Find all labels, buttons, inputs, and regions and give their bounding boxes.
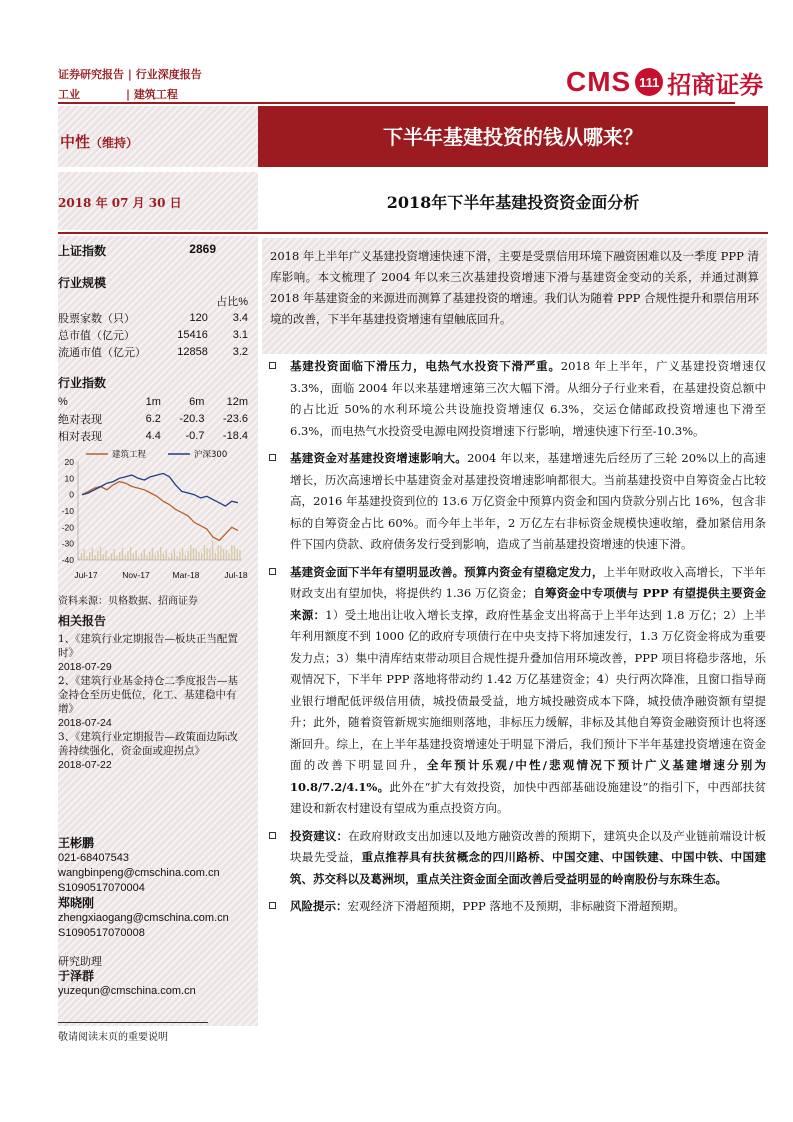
y-tick-label: 10 [64,473,74,484]
legend-label: 沪深300 [194,450,228,460]
volume-bar [206,548,207,560]
sector: 工业 | 建筑工程 [58,88,178,101]
x-tick-label: Mar-18 [172,570,200,580]
y-tick-label: 0 [69,489,74,500]
volume-bar [160,547,161,560]
volume-bar [196,549,197,560]
chart-source: 资料来源：贝格数据、招商证券 [58,596,198,607]
volume-bar [174,549,175,560]
volume-bar [83,549,84,560]
volume-bar [94,555,95,560]
volume-bar [122,548,123,560]
industry-scale-heading: 行业规模 [58,276,107,290]
volume-bar [114,549,115,560]
volume-bar [81,553,82,560]
volume-bar [220,546,221,560]
volume-bar [155,555,156,560]
rating: 中性（维持） [60,133,139,151]
volume-bar [204,545,205,560]
volume-bar [157,551,158,560]
analyst-1: 王彬鹏 021-68407543 wangbinpeng@cmschina.com.cn S1090517070004 [58,836,253,896]
report-type: 证券研究报告 | 行业深度报告 [58,68,202,81]
volume-bar [237,549,238,560]
industry-index-heading: 行业指数 [58,376,107,390]
title-divider [58,232,768,234]
volume-bar [190,545,191,560]
checkbox-icon [269,832,276,839]
volume-bar [198,552,199,560]
report-date: 2018 年 07 月 30 日 [58,196,182,210]
analyst-email[interactable]: zhengxiaogang@cmschina.com.cn [58,912,229,924]
key-points [266,356,766,918]
checkbox-icon [269,902,276,909]
volume-bar [171,553,172,560]
volume-bar [223,549,224,560]
volume-bar [212,541,213,560]
volume-bar [187,551,188,560]
bullet-item: 基建资金面下半年有望明显改善。预算内资金有望稳定发力，上半年财政收入高增长，下半年财政支出有望加快，将提供约 1.36 万亿资金；自筹资金中专项债与 PPP 有望提供主要资金来源：1）受土地出让收入增长支撑，政府性基金支出将高于上半年达到 1.8 万亿；2）上半年利用额度不到 1000 亿的政府专项债行在中央支持下将加速发行，1.3 万亿资金将成为重要发力点；3）集中清库结束带动项目合规性提升叠加信用环境改善，PPP 项目将稳步落地，乐观情况下，下半年 PPP 落地将带动约 1.42 万亿基建资金；4）央行两次降准，且窗口指导商业银行增配低评级信用债，城投债最受益，地方城投融资成本下降，城投债净融资额有望提升；此外，随着资管新规实施细则落地，非标压力缓解，非标及其他自筹资金融资预计也将逐渐回升。综上，在上半年基建投资增速处于明显下滑后，我们预计下半年基建投资增速在资金面的改善下明显回升，全年预计乐观/中性/悲观情况下预计广义基建增速分别为 10.8/7.2/4.1%。此外在“扩大有效投资，加快中西部基础设施建设”的指引下，中西部扶贫建设和新农村建设有望成为重点投资方向。 [266,562,766,820]
header-divider [58,102,735,104]
y-tick-label: -20 [61,522,74,533]
volume-bar [146,556,147,560]
volume-bar [103,554,104,560]
volume-bar [92,548,93,560]
volume-bar [149,552,150,560]
volume-bar [133,554,134,560]
bullet-item: 风险提示：宏观经济下滑超预期，PPP 落地不及预期，非标融资下滑超预期。 [266,896,766,918]
table-row: 绝对表现 6.2 -20.3 -23.6 [58,412,248,426]
list-item[interactable]: 2、《建筑行业基金持仓二季度报告—基金持仓至历史低位，化工、基建稳中有增》 2018-07-24 [58,675,238,729]
page-subtitle: 2018年下半年基建投资资金面分析 [386,193,640,212]
analyst-2: 郑晓刚 zhengxiaogang@cmschina.com.cn S1090517070008 [58,896,253,941]
table-row: 总市值（亿元） 15416 3.1 [58,328,248,342]
page-title: 下半年基建投资的钱从哪来？ [383,125,643,149]
volume-bar [124,555,125,560]
volume-bar [116,556,117,560]
checkbox-icon [269,362,276,369]
y-tick-label: -40 [61,555,74,565]
assistant-email[interactable]: yuzequn@cmschina.com.cn [58,985,196,997]
volume-bar [141,553,142,560]
volume-bar [105,550,106,560]
checkbox-icon [269,568,276,575]
volume-bar [108,557,109,560]
table-row: 流通市值（亿元） 12858 3.2 [58,345,248,359]
volume-bar [163,554,164,560]
volume-bar [231,545,232,560]
volume-bar [100,547,101,560]
volume-bar [209,549,210,560]
volume-bar [185,555,186,560]
x-tick-label: Jul-18 [224,570,248,580]
volume-bar [176,556,177,560]
checkbox-icon [269,454,276,461]
list-item[interactable]: 3、《建筑行业定期报告—政策面边际改善持续强化，资金面或迎拐点》 2018-07-22 [58,731,238,771]
series-line-construction [82,482,238,541]
bullet-item: 基建投资面临下滑压力，电热气水投资下滑严重。2018 年上半年，广义基建投资增速仅 3.3%，面临 2004 年以来基建增速第三次大幅下滑。从细分子行业来看，在基建投资总额中的占比近 50%的水利环境公共设施投资增速仅 6.3%，交运仓储邮政投资增速也下滑至 6.3%，而电热气水投资受电源电网投资增速下行影响，增速快速下行至-10.3%。 [266,356,766,442]
footer-divider [58,1022,208,1023]
table-row: 相对表现 4.4 -0.7 -18.4 [58,429,248,443]
volume-bar [144,549,145,560]
y-tick-label: -30 [61,538,74,549]
logo-badge-icon: 111 [635,68,663,96]
volume-bar [239,550,240,560]
volume-bar [127,551,128,560]
market-index: 上证指数 2869 [58,242,216,258]
industry-scale-table: 占比% 股票家数（只） 120 3.4 总市值（亿元） 15416 3.1 流通市值（亿元） 12858 3.2 [58,295,248,359]
x-tick-label: Nov-17 [122,570,150,580]
legend-label: 建筑工程 [112,450,147,460]
volume-bar [201,553,202,560]
performance-chart [56,446,252,584]
volume-bar [86,556,87,560]
summary-box: 2018 年上半年广义基建投资增速快速下滑，主要是受票信用环境下融资困难以及一季度 PPP 清库影响。本文梳理了 2004 年以来三次基建投资增速下滑与基建资金变动的关系，并通过测算 2018 年基建资金的来源进而测算了基建投资的增速。我们认为随着 PPP 合规性提升和票信用环境的改善，下半年基建投资增速有望触底回升。 [262,238,767,354]
volume-bar [111,553,112,560]
volume-bar [234,546,235,560]
volume-bar [152,548,153,560]
series-line-csi300 [82,473,238,506]
volume-bar [119,552,120,560]
volume-bar [215,553,216,560]
industry-index-table: % 1m 6m 12m 绝对表现 6.2 -20.3 -23.6 相对表现 4.4 -0.7 -18.4 [58,395,248,443]
cms-logo: CMS 111 招商证券 [566,66,764,99]
related-heading: 相关报告 [58,614,107,628]
list-item[interactable]: 1、《建筑行业定期报告—板块正当配置时》 2018-07-29 [58,633,238,673]
volume-bar [179,552,180,560]
volume-bar [193,548,194,560]
volume-bar [135,550,136,560]
volume-bar [165,550,166,560]
x-tick-label: Jul-17 [74,570,98,580]
y-tick-label: -10 [61,506,74,516]
volume-bar [168,557,169,560]
bullet-item: 投资建议：在政府财政支出加速以及地方融资改善的预期下，建筑央企以及产业链前端设计板块最先受益，重点推荐具有扶贫概念的四川路桥、中国交建、中国铁建、中国中铁、中国建筑、苏交科以及葛洲坝，重点关注资金面全面改善后受益明显的岭南股份与东珠生态。 [266,826,766,891]
footer-note: 敬请阅读末页的重要说明 [58,1032,168,1043]
bullet-item: 基建资金对基建投资增速影响大。2004 年以来，基建增速先后经历了三轮 20%以上的高速增长，历次高速增长中基建资金对基建投资增速影响都很大。当前基建投资中自筹资金占比较高，2016 年基建投资到位的 13.6 万亿资金中预算内资金和国内贷款分别占比 16%，包含非标的自筹资金占比 60%。而今年上半年，2 万亿左右非标资金规模快速收缩，叠加紧信用条件下国内贷款、政府债务发行受到影响，造成了当前基建投资增速的快速下滑。 [266,448,766,556]
volume-bar [130,547,131,560]
volume-bar [182,548,183,560]
volume-bar [97,551,98,560]
volume-bar [228,553,229,560]
volume-bar [226,550,227,560]
y-tick-label: 20 [64,457,74,467]
analyst-email[interactable]: wangbinpeng@cmschina.com.cn [58,867,220,879]
volume-bar [138,557,139,560]
research-assistant: 研究助理 于泽群 yuzequn@cmschina.com.cn [58,954,253,999]
volume-bar [217,545,218,560]
volume-bars [78,541,241,560]
table-row: 股票家数（只） 120 3.4 [58,311,248,325]
related-list [58,632,248,772]
volume-bar [89,552,90,560]
